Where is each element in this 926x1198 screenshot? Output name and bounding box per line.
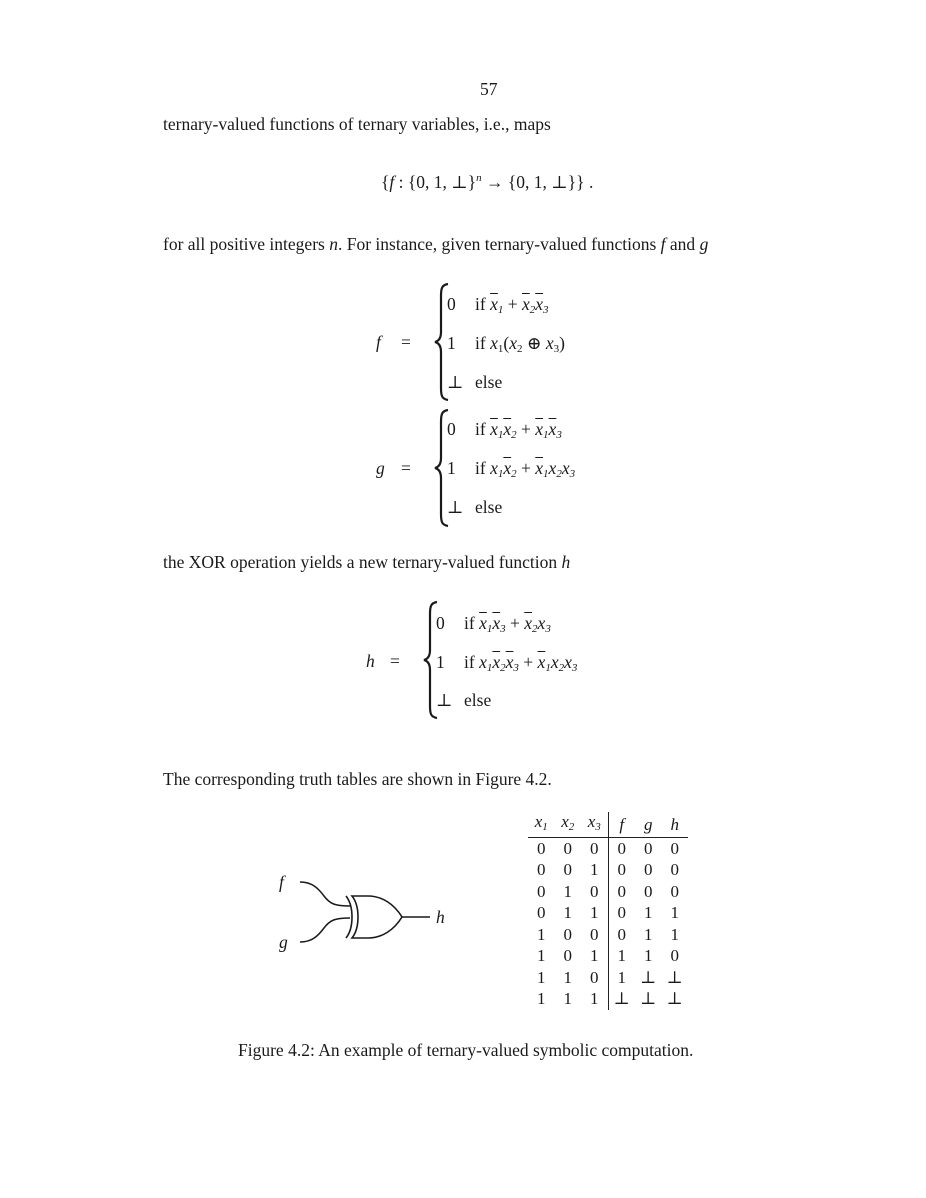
truth-table-cell: 1 [563,989,572,1009]
case-condition: if $x_1\overline{x}_2 + \overline{x}_1x_2x_3$ [475,458,576,480]
case-condition: if $\overline{x}_1\overline{x}_3 + \overline{x}_2x_3$ [464,613,551,635]
gate-output-label-h: h [436,907,445,927]
equation-g-lhs: g [376,458,385,478]
header-g: g [635,812,662,838]
truth-table-cell: 1 [537,946,546,966]
text-span: . For instance, given ternary-valued functions [337,234,661,254]
eq-open-brace: { [381,172,390,192]
truth-table-cell: 0 [644,881,653,901]
truth-table-cell: 0 [670,860,679,880]
truth-table-cell: 0 [670,881,679,901]
truth-table-cell: 1 [537,989,546,1009]
truth-table-cell: ⊥ [666,967,683,987]
truth-table-row [528,903,688,925]
truth-table-cell: 0 [644,838,653,858]
truth-table-cell: 0 [581,838,608,860]
case-row [447,497,502,518]
display-equation-map-set [381,172,593,193]
truth-table-cell: 0 [563,946,572,966]
text-span: for all positive integers [163,234,330,254]
truth-table-cell: 0 [537,903,546,923]
truth-table-cell: 0 [670,946,679,966]
case-condition: if $\overline{x}_1\overline{x}_2 + \overline{x}_1\overline{x}_3$ [475,419,562,441]
header-x2: $x_2$ [555,812,582,838]
truth-table-cell: 1 [670,924,679,944]
truth-table-cell: 0 [537,838,546,858]
case-value: 1 [447,333,456,353]
truth-table-cell: 1 [537,924,546,944]
equation-h-lhs: h [366,651,375,671]
equation-f-lhs: f [376,332,381,352]
truth-table-cell: 1 [581,903,608,925]
case-condition: else [475,497,503,517]
case-condition: if $x_1(x_2$ ⊕ $x_3$) [475,333,565,355]
truth-table-cell: 1 [563,967,572,987]
case-row [447,372,502,393]
var-h: h [561,552,571,572]
case-value: 1 [436,652,445,672]
paragraph-truth-tables: The corresponding truth tables are shown in Figure 4.2. [163,769,552,789]
case-value: 1 [447,458,456,478]
truth-table-cell: ⊥ [640,967,657,987]
case-condition: else [475,372,503,392]
gate-input-label-g: g [279,932,288,952]
paragraph-xor [163,552,570,573]
truth-table-cell: 1 [644,903,653,923]
equation-g-equals: = [401,458,411,478]
truth-table-cell: 0 [644,860,653,880]
case-row [436,652,577,674]
truth-table-cell: 1 [537,967,546,987]
header-x3: $x_3$ [581,812,608,838]
truth-table-cell: 1 [581,989,608,1011]
case-condition: if $x_1\overline{x}_2\overline{x}_3 + \overline{x}_1x_2x_3$ [464,652,578,674]
equation-h-equals: = [390,651,400,671]
truth-table-row [528,989,688,1011]
case-row [447,333,565,355]
eq-exponent: n [476,172,482,184]
case-value: ⊥ [447,372,464,392]
case-row [436,690,491,711]
eq-period: . [584,172,594,192]
paragraph-functions [163,234,708,255]
truth-table-cell: 1 [670,903,679,923]
truth-table-cell: 0 [617,903,626,923]
truth-table-cell: ⊥ [666,989,683,1009]
truth-table-row [528,860,688,882]
gate-input-label-f: f [279,872,284,892]
header-f: f [608,812,635,838]
case-condition: else [464,690,492,710]
var-f: f [660,234,666,254]
truth-table-row [528,946,688,968]
case-value: 0 [447,294,456,314]
eq-f: f [389,172,395,192]
truth-table-cell: 0 [617,924,626,944]
text-span: and [665,234,700,254]
truth-table-cell: 0 [617,860,626,880]
case-value: ⊥ [447,497,464,517]
truth-table-cell: 1 [581,860,608,882]
eq-domain: : {0, 1, ⊥} [394,172,477,192]
page-number: 57 [480,79,498,99]
truth-table-cell: ⊥ [640,989,657,1009]
case-row [447,458,575,480]
eq-codomain: → {0, 1, ⊥}} [481,172,585,192]
case-value: ⊥ [436,690,453,710]
truth-table-cell: 0 [617,881,626,901]
header-x1: $x_1$ [528,812,555,838]
truth-table-cell: 1 [617,946,626,966]
truth-table-cell: 0 [617,838,626,858]
text-span: the XOR operation yields a new ternary-valued function [163,552,562,572]
truth-table [528,812,688,1010]
case-row [436,613,551,635]
paragraph-intro: ternary-valued functions of ternary variables, i.e., maps [163,114,551,134]
case-condition: if $\overline{x}_1 + \overline{x}_2\overline{x}_3$ [475,294,549,316]
truth-table-cell: 0 [581,881,608,903]
truth-table-cell: 0 [563,924,572,944]
truth-table-row [528,967,688,989]
truth-table-cell: 1 [581,946,608,968]
truth-table-cell: 1 [644,924,653,944]
truth-table-cell: ⊥ [613,989,630,1009]
var-g: g [699,234,709,254]
truth-table-cell: 1 [563,881,572,901]
truth-table-cell: 0 [537,881,546,901]
truth-table-header-row [528,812,688,838]
xor-gate-icon [290,870,450,960]
truth-table-cell: 0 [563,838,572,858]
truth-table-cell: 0 [537,860,546,880]
truth-table-cell: 1 [617,967,626,987]
truth-table-cell: 0 [563,860,572,880]
case-value: 0 [447,419,456,439]
var-n: n [329,234,338,254]
truth-table-cell: 0 [670,838,679,858]
truth-table-cell: 0 [581,924,608,946]
case-value: 0 [436,613,445,633]
equation-f-equals: = [401,332,411,352]
case-row [447,294,549,316]
truth-table-row [528,881,688,903]
header-h: h [662,812,689,838]
case-row [447,419,562,441]
truth-table-row [528,838,688,860]
truth-table-cell: 1 [644,946,653,966]
truth-table-cell: 1 [563,903,572,923]
figure-caption: Figure 4.2: An example of ternary-valued symbolic computation. [238,1040,694,1060]
truth-table-cell: 0 [581,967,608,989]
truth-table-row [528,924,688,946]
